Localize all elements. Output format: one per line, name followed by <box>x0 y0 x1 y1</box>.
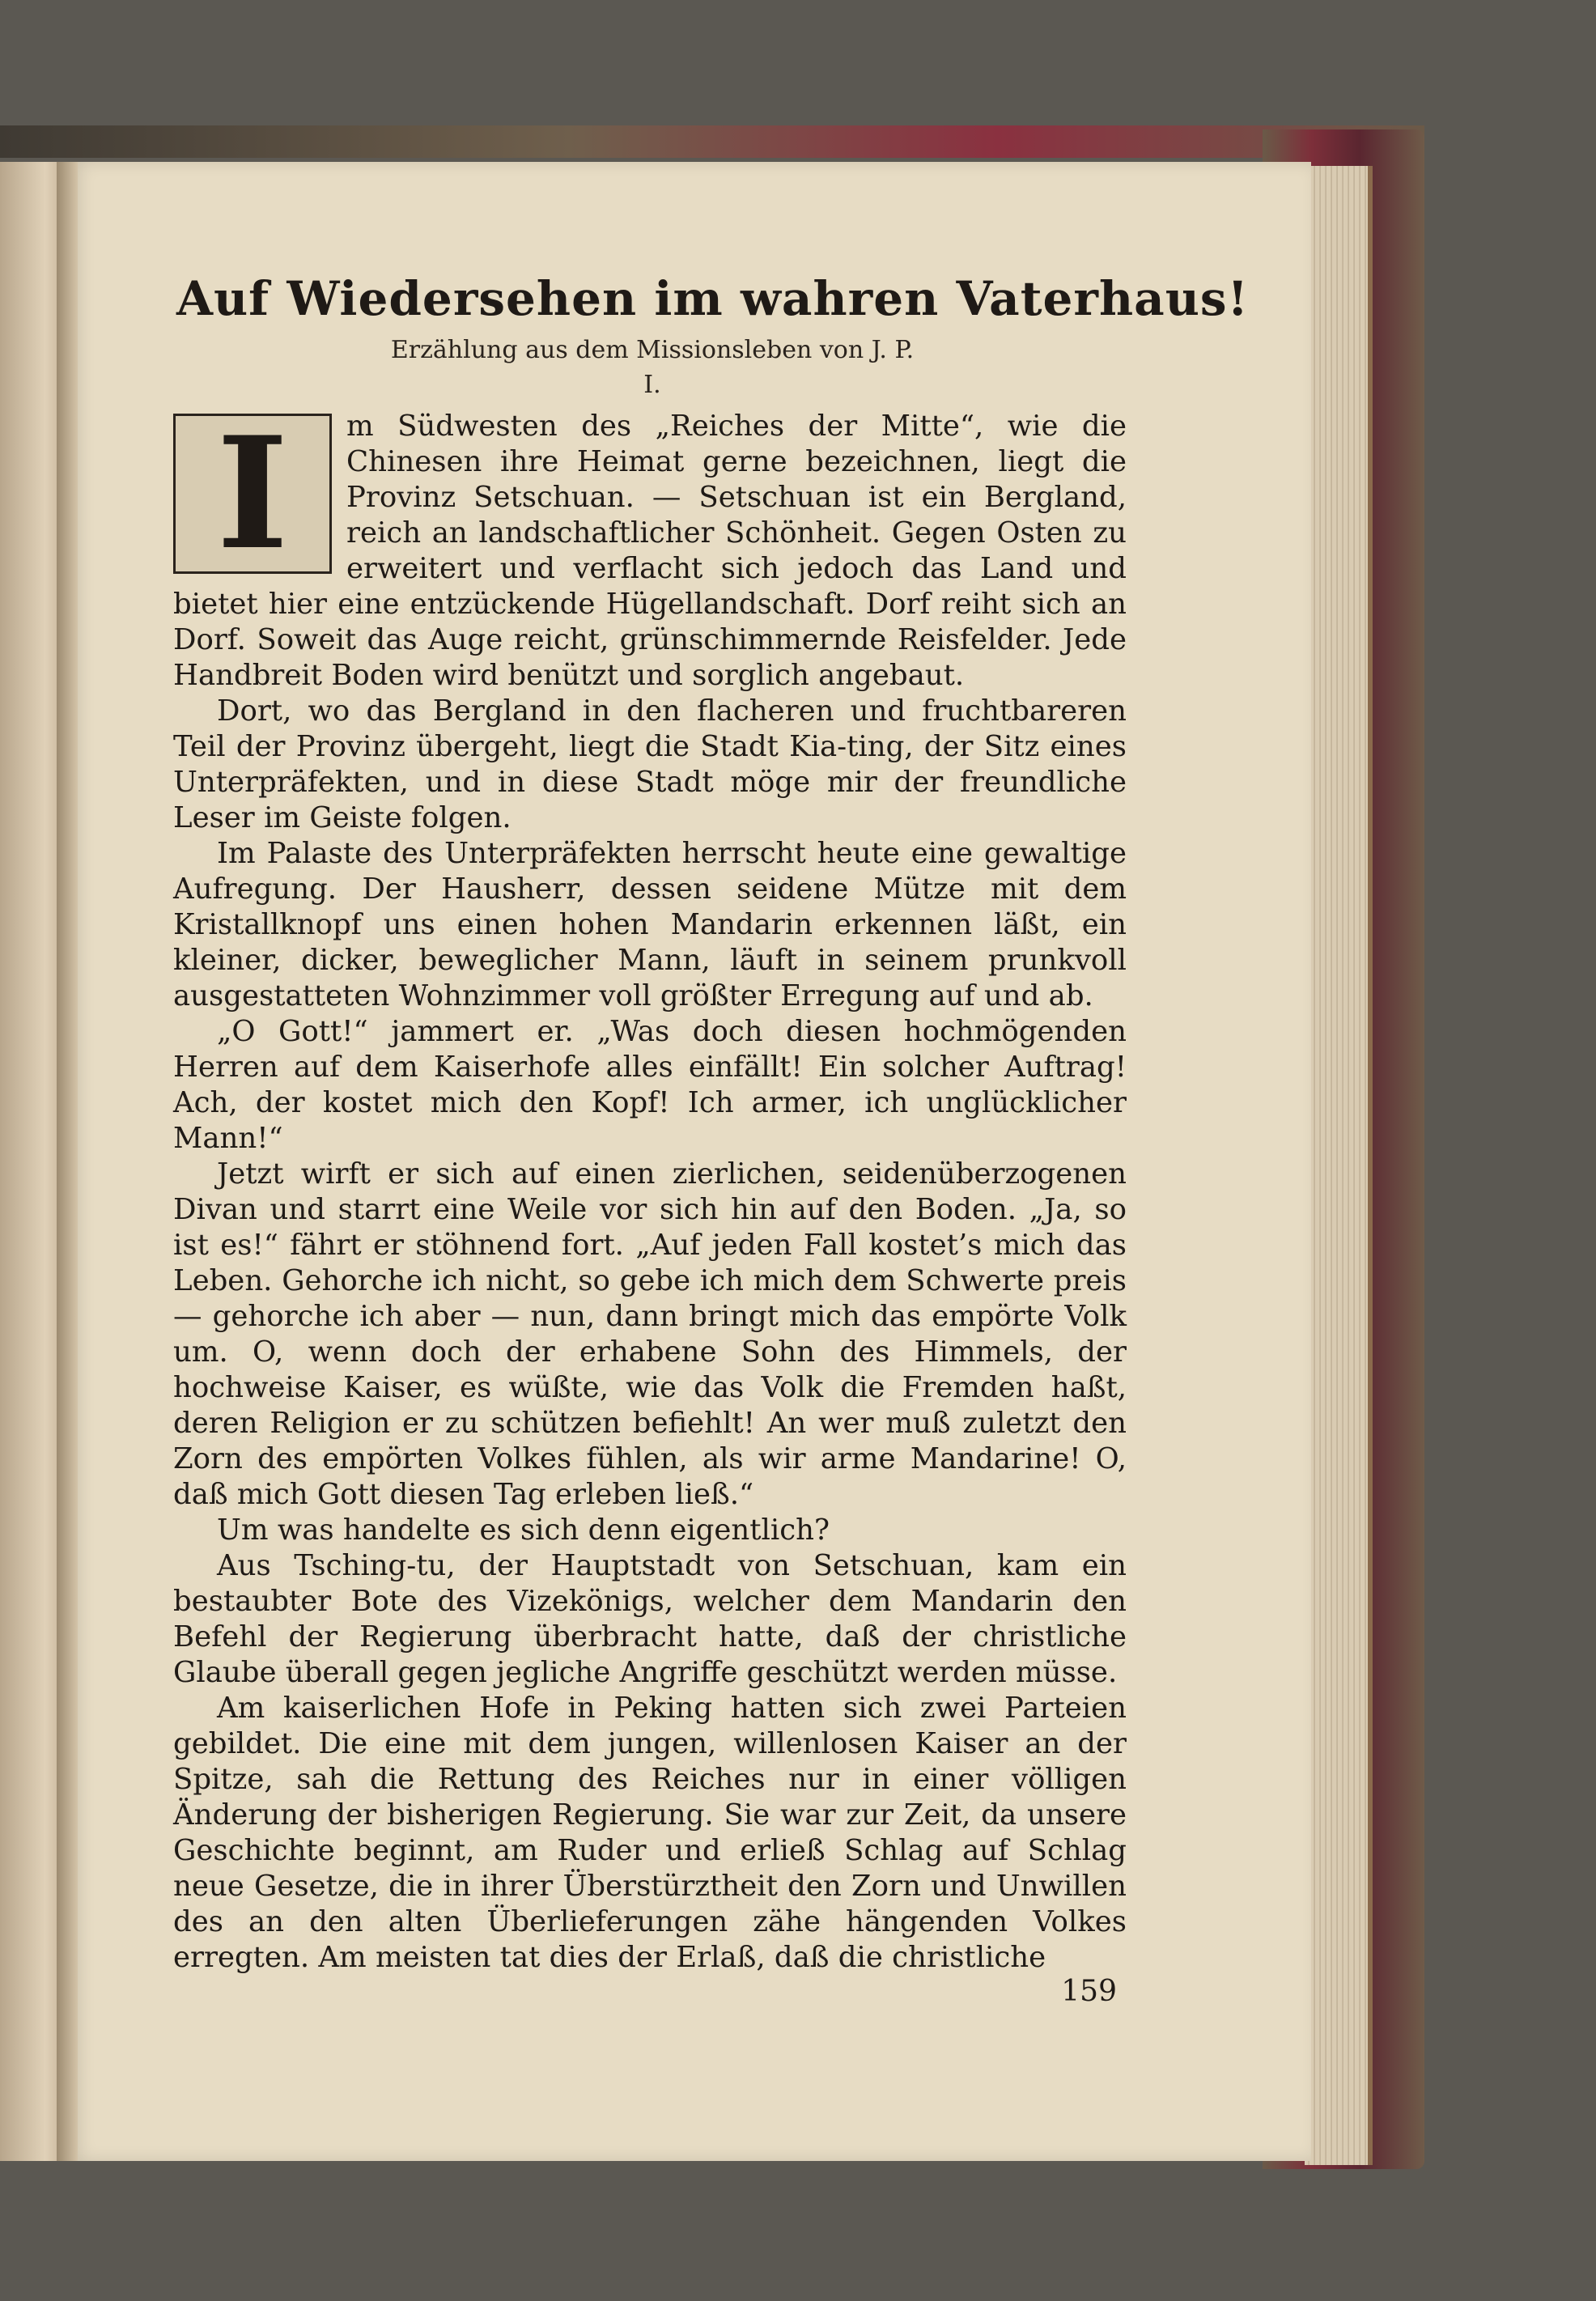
paragraph-6: Um was handelte es sich denn eigentlich? <box>217 1513 830 1547</box>
body-text <box>173 403 1127 1976</box>
paragraph-4: „O Gott!“ jammert er. „Was doch diesen hochmögenden Herren auf dem Kaiserhofe alles einfällt! Ein solcher Auftrag! Ach, der kostet mich den Kopf! Ich armer, ich unglücklicher Mann!“ <box>173 1015 1127 1155</box>
page-gutter <box>57 162 78 2161</box>
page-edges <box>1305 166 1373 2165</box>
paragraph-3: Im Palaste des Unterpräfekten herrscht heute eine gewaltige Aufregung. Der Hausherr, dessen seidene Mütze mit dem Kristallknopf uns einen hohen Mandarin erkennen läßt, ein kleiner, dicker, beweglicher Mann, läuft in seinem prunkvoll ausgestatteten Wohnzimmer voll größter Erregung auf und ab. <box>173 837 1127 1013</box>
paragraph-2: Dort, wo das Bergland in den flacheren und fruchtbareren Teil der Provinz übergeht, liegt die Stadt Kia-ting, der Sitz eines Unterpräfekten, und in diese Stadt möge mir der freundliche Leser im Geiste folgen. <box>173 694 1127 834</box>
dropcap-ornament <box>173 403 332 584</box>
left-page-edge <box>0 162 65 2161</box>
paragraph-7: Aus Tsching-tu, der Hauptstadt von Setschuan, kam ein bestaubter Bote des Vizekönigs, welcher dem Mandarin den Befehl der Regierung überbracht hatte, daß der christliche Glaube überall gegen jegliche Angriffe geschützt werden müsse. <box>173 1549 1127 1689</box>
dropcap-letter: I <box>216 403 289 584</box>
story-subtitle: Erzählung aus dem Missionsleben von J. P. <box>390 336 915 364</box>
paragraph-text: m Südwesten des „Reiches der Mitte“, wie die Chinesen ihre Heimat gerne bezeichnen, liegt die Provinz Setschuan. — Setschuan ist ein Bergland, reich an landschaftlicher Schönheit. Gegen Osten zu erweitert und verflacht sich jedoch das Land und bietet hier eine entzückende Hügellandschaft. Dorf reiht sich an Dorf. Soweit das Auge reicht, grünschimmernde Reisfelder. Jede Handbreit Boden wird benützt und sorglich angebaut. <box>173 410 1127 692</box>
paragraph-5: Jetzt wirft er sich auf einen zierlichen, seidenüberzogenen Divan und starrt eine Weile vor sich hin auf den Boden. „Ja, so ist es!“ fährt er stöhnend fort. „Auf jeden Fall kostet’s mich das Leben. Gehorche ich nicht, so gebe ich mich dem Schwerte preis — gehorche ich aber — nun, dann bringt mich das empörte Volk um. O, wenn doch der erhabene Sohn des Himmels, der hochweise Kaiser, es wüßte, wie das Volk die Fremden haßt, deren Religion er zu schützen befiehlt! An wer muß zuletzt den Zorn des empörten Volkes fühlen, als wir arme Mandarine! O, daß mich Gott diesen Tag erleben ließ.“ <box>173 1157 1127 1511</box>
page-number: 159 <box>1061 1975 1117 2008</box>
story-title: Auf Wiedersehen im wahren Vaterhaus! <box>176 271 1249 326</box>
paragraph-8: Am kaiserlichen Hofe in Peking hatten sich zwei Parteien gebildet. Die eine mit dem jungen, willenlosen Kaiser an der Spitze, sah die Rettung des Reiches nur in einer völligen Änderung der bisherigen Regierung. Sie war zur Zeit, da unsere Geschichte beginnt, am Ruder und erließ Schlag auf Schlag neue Gesetze, die in ihrer Überstürztheit den Zorn und Unwillen des an den alten Überlieferungen zähe hängenden Volkes erregten. Am meisten tat dies der Erlaß, daß die christliche <box>173 1692 1127 1974</box>
book-cover-top <box>0 125 1424 158</box>
section-number: I. <box>643 371 661 399</box>
paragraph-1 <box>173 403 1127 694</box>
